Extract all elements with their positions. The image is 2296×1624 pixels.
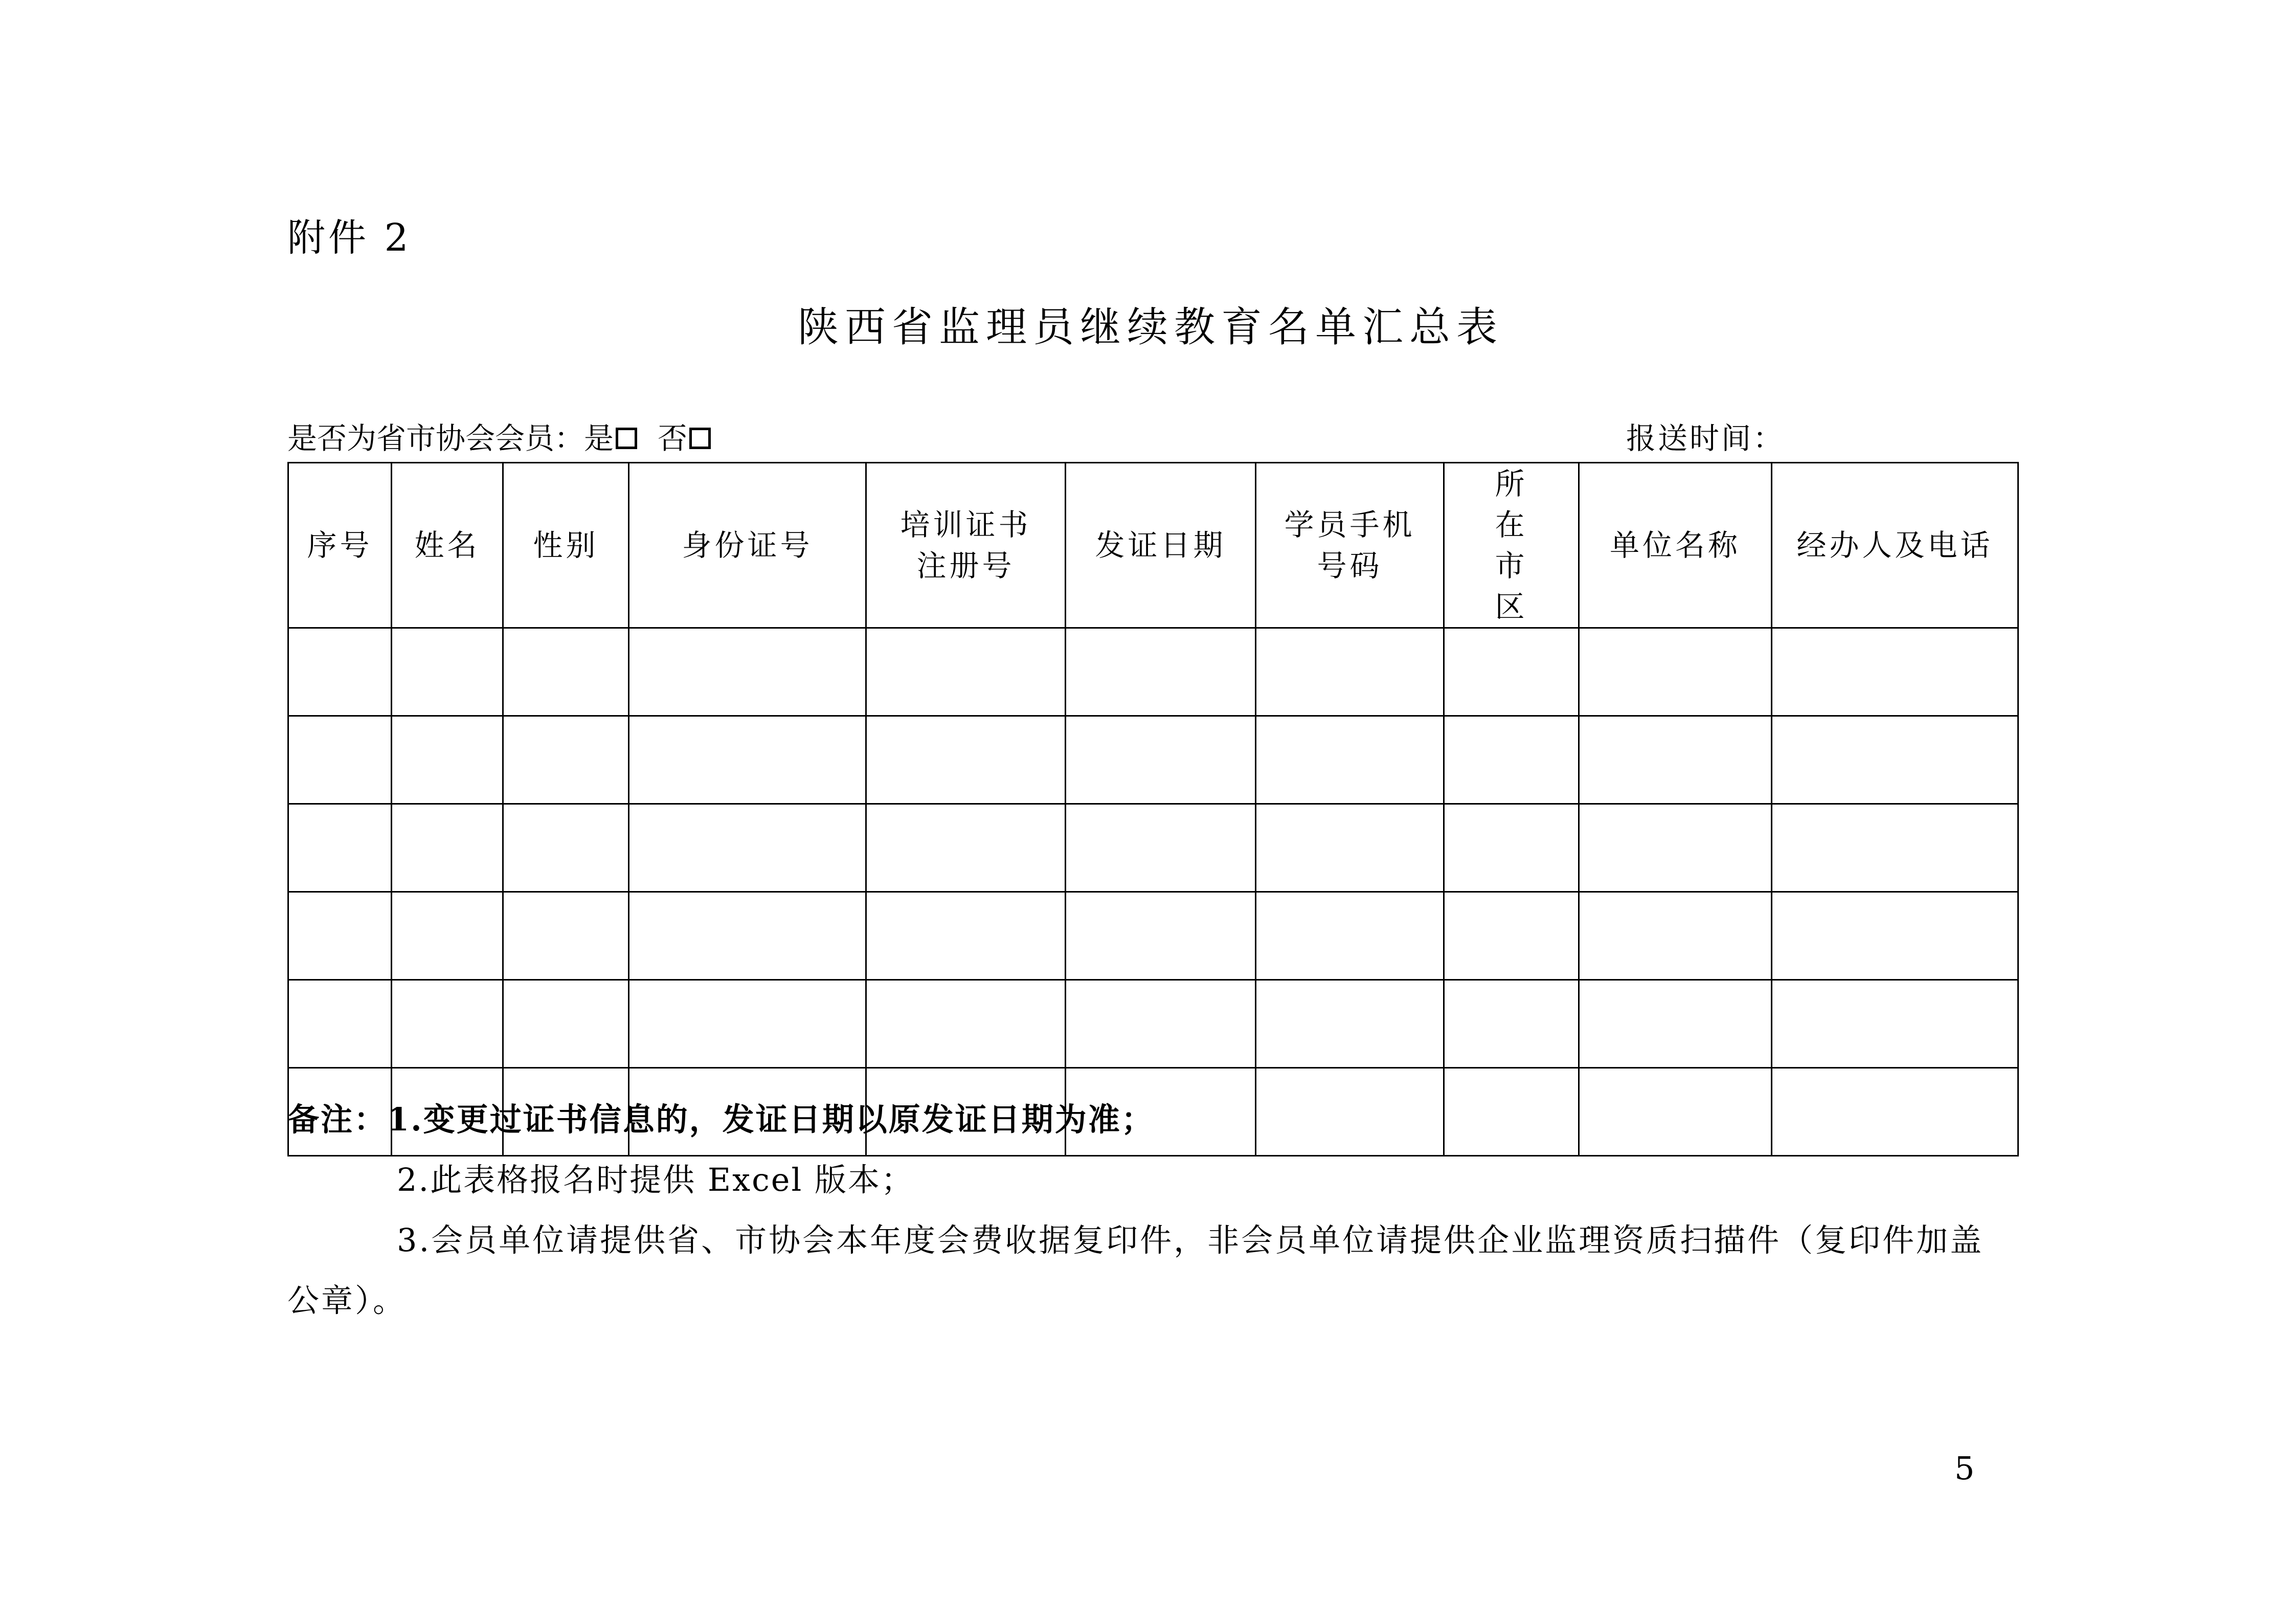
table-cell[interactable] — [629, 892, 866, 980]
header-phone: 学员手机号码 — [1256, 463, 1444, 628]
member-yes-option[interactable] — [584, 421, 637, 456]
table-cell[interactable] — [629, 716, 866, 804]
table-cell[interactable] — [1066, 716, 1256, 804]
table-cell[interactable] — [1444, 804, 1579, 892]
member-yes-checkbox[interactable] — [616, 428, 637, 449]
table-cell[interactable] — [629, 804, 866, 892]
table-row — [288, 892, 2018, 980]
table-cell[interactable] — [1444, 716, 1579, 804]
table-cell[interactable] — [288, 628, 392, 716]
table-row — [288, 980, 2018, 1068]
table-cell[interactable] — [288, 980, 392, 1068]
table-cell[interactable] — [392, 804, 503, 892]
table-cell[interactable] — [1444, 628, 1579, 716]
table-cell[interactable] — [1256, 892, 1444, 980]
table-cell[interactable] — [392, 628, 503, 716]
table-cell[interactable] — [1256, 716, 1444, 804]
notes-section — [287, 1089, 2017, 1331]
roster-table — [287, 462, 2019, 1156]
table-cell[interactable] — [503, 716, 629, 804]
table-cell[interactable] — [1772, 716, 2018, 804]
table-cell[interactable] — [1772, 628, 2018, 716]
table-row — [288, 716, 2018, 804]
document-title: 陕西省监理员继续教育名单汇总表 — [798, 303, 1503, 351]
submit-time-label: 报送时间： — [1626, 421, 1785, 456]
table-header-row — [288, 463, 2018, 628]
header-id-number: 身份证号 — [629, 463, 866, 628]
table-cell[interactable] — [1444, 980, 1579, 1068]
notes-prefix: 备注： — [287, 1101, 388, 1138]
table-cell[interactable] — [1579, 628, 1772, 716]
table-cell[interactable] — [1579, 804, 1772, 892]
table-cell[interactable] — [503, 980, 629, 1068]
table-cell[interactable] — [866, 628, 1066, 716]
table-cell[interactable] — [288, 804, 392, 892]
table-cell[interactable] — [866, 716, 1066, 804]
header-serial: 序号 — [288, 463, 392, 628]
table-cell[interactable] — [1066, 804, 1256, 892]
table-cell[interactable] — [1066, 892, 1256, 980]
table-cell[interactable] — [1772, 804, 2018, 892]
table-cell[interactable] — [1256, 628, 1444, 716]
table-cell[interactable] — [392, 892, 503, 980]
table-row — [288, 628, 2018, 716]
table-cell[interactable] — [288, 716, 392, 804]
table-cell[interactable] — [629, 980, 866, 1068]
table-cell[interactable] — [629, 628, 866, 716]
member-question — [287, 421, 711, 456]
member-question-label: 是否为省市协会会员： — [287, 421, 584, 456]
member-yes-label: 是 — [584, 421, 614, 456]
note-item-1-text: 1.变更过证书信息的，发证日期以原发证日期为准； — [387, 1101, 1155, 1138]
table-cell[interactable] — [1772, 892, 2018, 980]
table-cell[interactable] — [1256, 804, 1444, 892]
note-item-2: 2.此表格报名时提供 Excel 版本； — [397, 1161, 915, 1198]
table-cell[interactable] — [1256, 980, 1444, 1068]
table-cell[interactable] — [866, 980, 1066, 1068]
table-cell[interactable] — [866, 804, 1066, 892]
attachment-label: 附件 2 — [287, 216, 412, 260]
header-city-district: 所在市区 — [1444, 463, 1579, 628]
page-number: 5 — [1954, 1450, 1975, 1487]
table-cell[interactable] — [392, 716, 503, 804]
table-cell[interactable] — [503, 628, 629, 716]
header-issue-date: 发证日期 — [1066, 463, 1256, 628]
table-cell[interactable] — [503, 892, 629, 980]
table-cell[interactable] — [1444, 892, 1579, 980]
note-item-3: 3.会员单位请提供省、市协会本年度会费收据复印件，非会员单位请提供企业监理资质扫描件（复印件加盖公章）。 — [287, 1221, 1984, 1319]
table-cell[interactable] — [1579, 980, 1772, 1068]
table-cell[interactable] — [1066, 980, 1256, 1068]
table-cell[interactable] — [1066, 628, 1256, 716]
header-certificate-number: 培训证书注册号 — [866, 463, 1066, 628]
member-no-label: 否 — [658, 421, 688, 456]
table-cell[interactable] — [1772, 980, 2018, 1068]
table-cell[interactable] — [866, 892, 1066, 980]
note-item-1 — [287, 1089, 2017, 1150]
member-no-option[interactable] — [658, 421, 711, 456]
header-company-name: 单位名称 — [1579, 463, 1772, 628]
table-cell[interactable] — [392, 980, 503, 1068]
header-name: 姓名 — [392, 463, 503, 628]
table-cell[interactable] — [1579, 892, 1772, 980]
table-cell[interactable] — [1579, 716, 1772, 804]
table-cell[interactable] — [288, 892, 392, 980]
header-handler-phone: 经办人及电话 — [1772, 463, 2018, 628]
member-no-checkbox[interactable] — [689, 428, 711, 449]
header-gender: 性别 — [503, 463, 629, 628]
table-row — [288, 804, 2018, 892]
table-cell[interactable] — [503, 804, 629, 892]
